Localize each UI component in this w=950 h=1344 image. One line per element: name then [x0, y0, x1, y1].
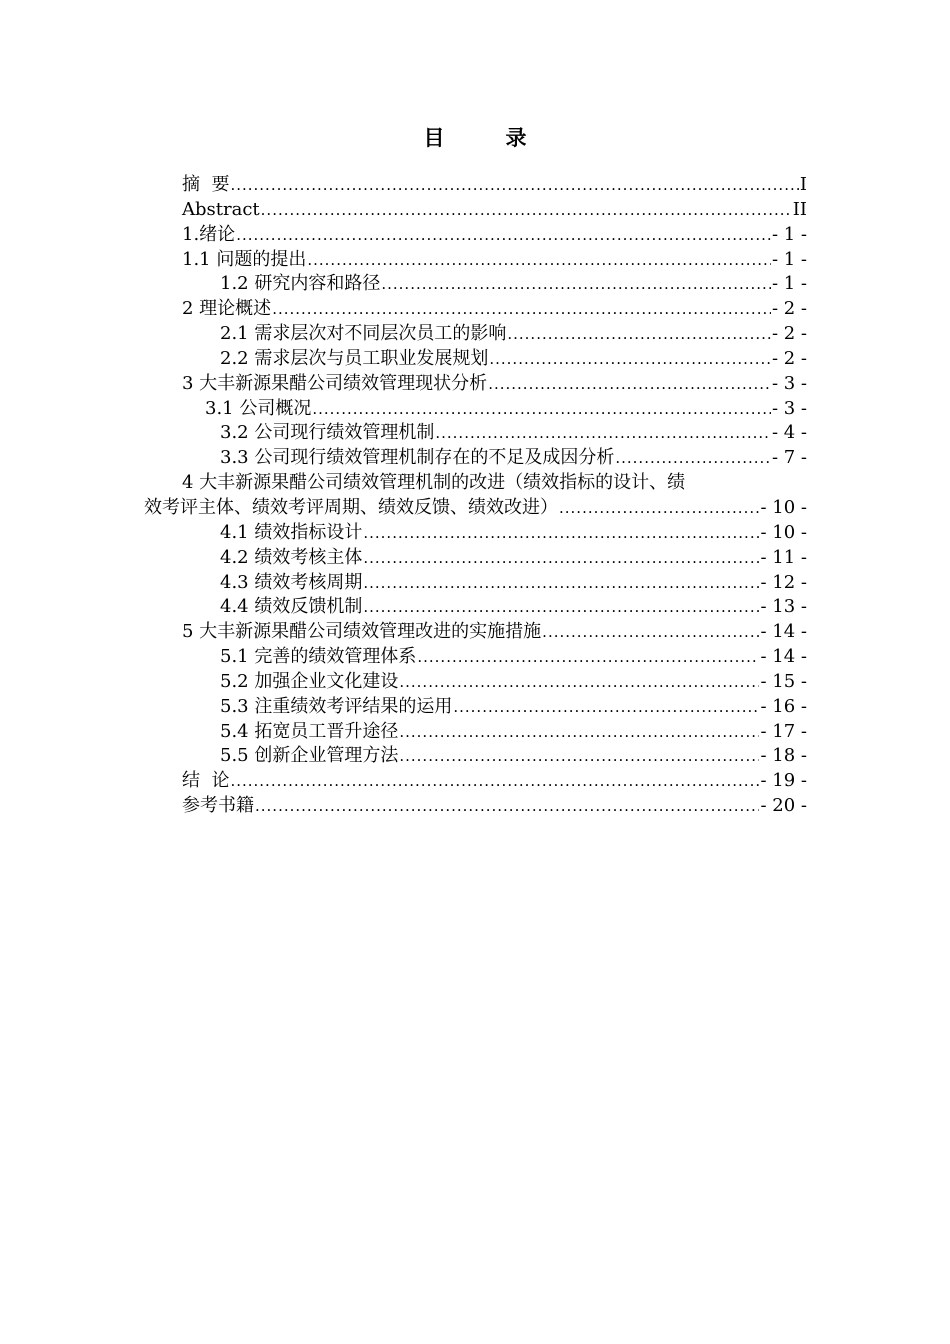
toc-entry-section-5-3[interactable]	[0, 695, 950, 720]
toc-entry-label: 2 理论概述	[182, 298, 272, 320]
toc-leader-dots	[435, 421, 771, 446]
toc-leader-dots	[261, 198, 792, 223]
toc-entry-section-4-1[interactable]	[0, 521, 950, 546]
toc-entry-section-4-2[interactable]	[0, 546, 950, 571]
toc-leader-dots	[236, 223, 771, 248]
toc-leader-dots	[363, 595, 759, 620]
toc-entry-label: 3 大丰新源果醋公司绩效管理现状分析	[182, 372, 488, 394]
toc-entry-page: - 15 -	[760, 670, 807, 692]
toc-entry-label: 4.2 绩效考核主体	[220, 546, 363, 568]
toc-entry-section-5-4[interactable]	[0, 720, 950, 745]
toc-entry-section-5-1[interactable]	[0, 645, 950, 670]
toc-leader-dots	[363, 546, 759, 571]
toc-entry-page: - 18 -	[760, 745, 807, 767]
toc-entry-label: 5.5 创新企业管理方法	[220, 745, 399, 767]
toc-entry-page: - 13 -	[760, 596, 807, 618]
toc-entry-label: 5.1 完善的绩效管理体系	[220, 646, 417, 668]
toc-entry-label: 1.绪论	[182, 223, 236, 245]
toc-entry-chapter-4-line1[interactable]	[0, 471, 950, 496]
toc-entry-page: - 10 -	[760, 521, 807, 543]
toc-entry-label: 5 大丰新源果醋公司绩效管理改进的实施措施	[182, 621, 542, 643]
toc-entry-page: - 14 -	[760, 621, 807, 643]
toc-entry-label: 参考书籍	[182, 795, 254, 817]
toc-entry-page: - 2 -	[771, 323, 807, 345]
toc-entry-page: - 12 -	[760, 571, 807, 593]
toc-leader-dots	[559, 496, 759, 521]
toc-entry-label: 1.2 研究内容和路径	[220, 273, 381, 295]
toc-entry-page: - 20 -	[760, 795, 807, 817]
toc-entry-label: 2.1 需求层次对不同层次员工的影响	[220, 323, 507, 345]
toc-entry-page: - 4 -	[771, 422, 807, 444]
toc-leader-dots	[399, 670, 759, 695]
table-of-contents	[0, 173, 950, 819]
toc-leader-dots	[417, 645, 759, 670]
toc-leader-dots	[312, 397, 771, 422]
toc-leader-dots	[615, 446, 771, 471]
toc-entry-label: 摘 要	[182, 174, 230, 195]
toc-entry-section-2-1[interactable]	[0, 322, 950, 347]
toc-leader-dots	[230, 769, 759, 794]
toc-entry-abstract-cn[interactable]	[0, 173, 950, 198]
toc-leader-dots	[255, 794, 759, 819]
toc-entry-chapter-1[interactable]	[0, 223, 950, 248]
toc-entry-page: I	[799, 174, 807, 195]
toc-entry-section-2-2[interactable]	[0, 347, 950, 372]
toc-title: 目 录	[423, 125, 547, 150]
toc-entry-conclusion[interactable]	[0, 769, 950, 794]
toc-entry-page: - 16 -	[760, 695, 807, 717]
toc-entry-label: 4 大丰新源果醋公司绩效管理机制的改进（绩效指标的设计、绩	[182, 472, 686, 494]
toc-leader-dots	[381, 272, 771, 297]
toc-entry-label: 4.3 绩效考核周期	[220, 571, 363, 593]
toc-leader-dots	[453, 695, 759, 720]
toc-entry-page: - 3 -	[771, 372, 807, 394]
toc-entry-section-1-1[interactable]	[0, 248, 950, 273]
toc-entry-label: 4.4 绩效反馈机制	[220, 596, 363, 618]
toc-leader-dots	[542, 620, 759, 645]
toc-leader-dots	[488, 372, 771, 397]
toc-entry-label: 1.1 问题的提出	[182, 248, 307, 270]
toc-entry-page: - 1 -	[771, 223, 807, 245]
toc-entry-section-3-3[interactable]	[0, 446, 950, 471]
toc-entry-label: 2.2 需求层次与员工职业发展规划	[220, 347, 489, 369]
toc-leader-dots	[363, 571, 759, 596]
toc-leader-dots	[272, 297, 771, 322]
toc-entry-page: - 7 -	[771, 447, 807, 469]
toc-entry-label: 3.3 公司现行绩效管理机制存在的不足及成因分析	[220, 447, 615, 469]
toc-entry-label: 5.3 注重绩效考评结果的运用	[220, 695, 453, 717]
toc-entry-label: 3.2 公司现行绩效管理机制	[220, 422, 435, 444]
toc-entry-label: Abstract	[182, 198, 260, 220]
toc-entry-section-3-1[interactable]	[0, 397, 950, 422]
toc-entry-page: - 1 -	[771, 248, 807, 270]
toc-entry-page: - 2 -	[771, 298, 807, 320]
toc-entry-label: 3.1 公司概况	[205, 397, 312, 419]
toc-entry-abstract-en[interactable]	[0, 198, 950, 223]
toc-leader-dots	[399, 744, 759, 769]
toc-entry-page: - 1 -	[771, 273, 807, 295]
toc-entry-label: 效考评主体、绩效考评周期、绩效反馈、绩效改进）	[144, 496, 558, 518]
toc-entry-section-5-2[interactable]	[0, 670, 950, 695]
toc-entry-chapter-4-line2[interactable]	[0, 496, 950, 521]
toc-entry-chapter-5[interactable]	[0, 620, 950, 645]
toc-entry-page: - 3 -	[771, 397, 807, 419]
toc-entry-chapter-2[interactable]	[0, 297, 950, 322]
toc-entry-label: 5.4 拓宽员工晋升途径	[220, 720, 399, 742]
toc-entry-section-1-2[interactable]	[0, 272, 950, 297]
toc-entry-label: 4.1 绩效指标设计	[220, 521, 363, 543]
toc-entry-page: II	[792, 198, 807, 220]
toc-entry-page: - 17 -	[760, 720, 807, 742]
toc-leader-dots	[489, 347, 771, 372]
toc-entry-chapter-3[interactable]	[0, 372, 950, 397]
toc-entry-label: 结 论	[182, 770, 230, 792]
toc-leader-dots	[507, 322, 771, 347]
toc-leader-dots	[307, 248, 771, 273]
toc-leader-dots	[230, 173, 798, 198]
toc-entry-page: - 19 -	[760, 770, 807, 792]
toc-entry-label: 5.2 加强企业文化建设	[220, 670, 399, 692]
toc-leader-dots	[399, 720, 759, 745]
toc-entry-page: - 10 -	[760, 496, 807, 518]
toc-entry-page: - 14 -	[760, 646, 807, 668]
toc-entry-section-3-2[interactable]	[0, 421, 950, 446]
toc-entry-section-4-4[interactable]	[0, 595, 950, 620]
toc-entry-section-4-3[interactable]	[0, 571, 950, 596]
toc-leader-dots	[363, 521, 759, 546]
toc-entry-page: - 2 -	[771, 347, 807, 369]
toc-entry-references[interactable]	[0, 794, 950, 819]
toc-entry-page: - 11 -	[760, 546, 807, 568]
toc-entry-section-5-5[interactable]	[0, 744, 950, 769]
